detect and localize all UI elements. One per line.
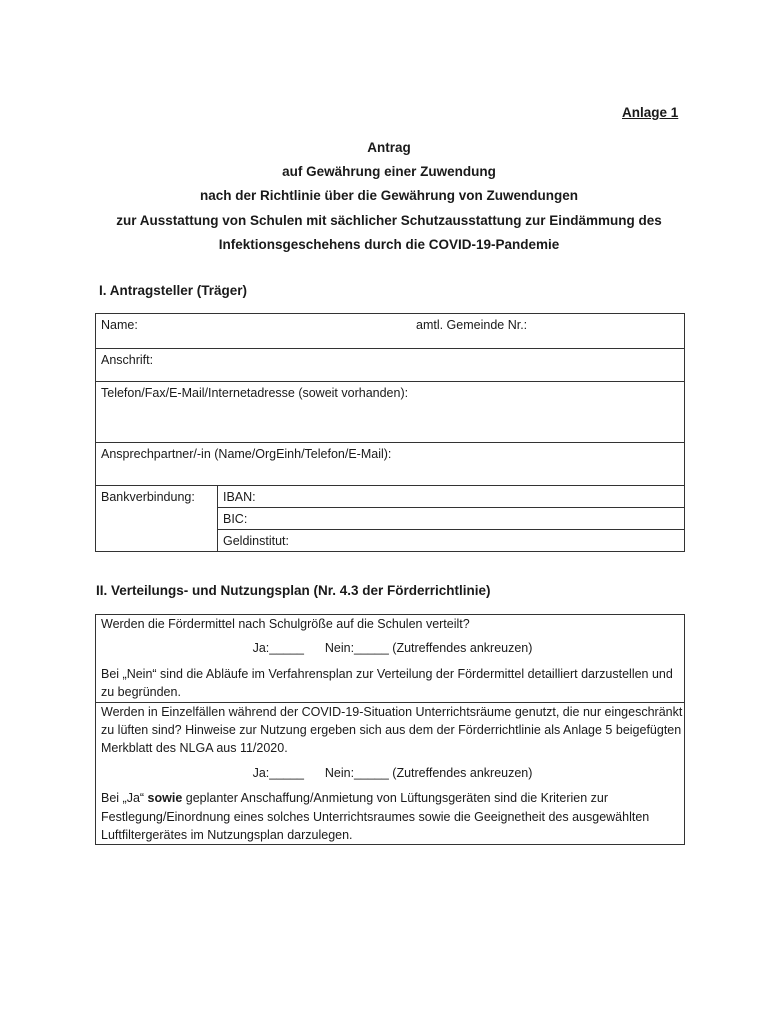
iban-field[interactable] <box>218 486 685 508</box>
hint-text: (Zutreffendes ankreuzen) <box>392 641 533 656</box>
gemeinde-label: amtl. Gemeinde Nr.: <box>416 318 528 332</box>
nein-checkbox[interactable]: Nein:_____ <box>324 641 389 656</box>
section1-heading: I. Antragsteller (Träger) <box>99 283 248 298</box>
ja-checkbox[interactable]: Ja:_____ <box>252 641 305 656</box>
title-line: Antrag <box>367 140 411 155</box>
applicant-table <box>95 313 685 552</box>
question-1-answer-line <box>101 639 684 657</box>
note-prefix: Bei „Ja“ <box>101 791 148 806</box>
bankverbindung-cell <box>96 486 218 552</box>
question-1-note: Bei „Nein“ sind die Abläufe im Verfahrensplan zur Verteilung der Fördermittel detailliert darzustellen und zu begründen. <box>101 666 673 700</box>
question-1-text: Werden die Fördermittel nach Schulgröße auf die Schulen verteilt? <box>101 617 470 631</box>
note-bold: sowie <box>147 791 183 806</box>
question-2-cell <box>96 702 685 845</box>
question-2-note <box>101 789 684 844</box>
geldinstitut-label: Geldinstitut: <box>223 534 290 548</box>
bic-label: BIC: <box>223 512 248 526</box>
question-2-text: Werden in Einzelfällen während der COVID-19-Situation Unterrichtsräume genutzt, die nur eingeschränkt zu lüften sind? Hinweise zur Nutzung ergeben sich aus dem der Förderrichtlinie als Anlage 5 beigefügten Merkblatt des NLGA aus 11/2020. <box>101 704 683 756</box>
question-1-cell <box>96 615 685 703</box>
anschrift-field[interactable] <box>96 349 685 382</box>
name-field[interactable] <box>96 314 685 349</box>
title-line: auf Gewährung einer Zuwendung <box>282 164 496 180</box>
title-line: Infektionsgeschehens durch die COVID-19-Pandemie <box>218 236 560 252</box>
anlage-label: Anlage 1 <box>622 105 679 120</box>
ja-checkbox[interactable]: Ja:_____ <box>252 765 305 780</box>
document-title <box>60 136 718 257</box>
nein-checkbox[interactable]: Nein:_____ <box>324 765 389 780</box>
title-line: zur Ausstattung von Schulen mit sächlicher Schutzausstattung zur Eindämmung des <box>116 212 662 228</box>
telefon-field[interactable] <box>96 382 685 443</box>
name-label: Name: <box>101 318 138 332</box>
plan-table <box>95 614 685 845</box>
section2-heading: II. Verteilungs- und Nutzungsplan (Nr. 4.3 der Förderrichtlinie) <box>96 583 491 598</box>
ansprechpartner-field[interactable] <box>96 443 685 486</box>
telefon-label: Telefon/Fax/E-Mail/Internetadresse (soweit vorhanden): <box>101 386 409 400</box>
bic-field[interactable] <box>218 508 685 530</box>
bankverbindung-label: Bankverbindung: <box>101 490 195 504</box>
note-rest: geplanter Anschaffung/Anmietung von Lüftungsgeräten sind die Kriterien zur Festlegung/Einordnung eines solches Unterrichtsraumes sowie die Geeignetheit des ausgewählten Luftfiltergerätes im Nutzungsplan darzulegen. <box>101 791 650 843</box>
ansprechpartner-label: Ansprechpartner/-in (Name/OrgEinh/Telefon/E-Mail): <box>101 447 392 461</box>
title-line: nach der Richtlinie über die Gewährung von Zuwendungen <box>199 188 579 204</box>
iban-label: IBAN: <box>223 490 256 504</box>
question-2-answer-line <box>101 764 684 782</box>
geldinstitut-field[interactable] <box>218 530 685 552</box>
anschrift-label: Anschrift: <box>101 353 154 367</box>
hint-text: (Zutreffendes ankreuzen) <box>392 765 533 780</box>
